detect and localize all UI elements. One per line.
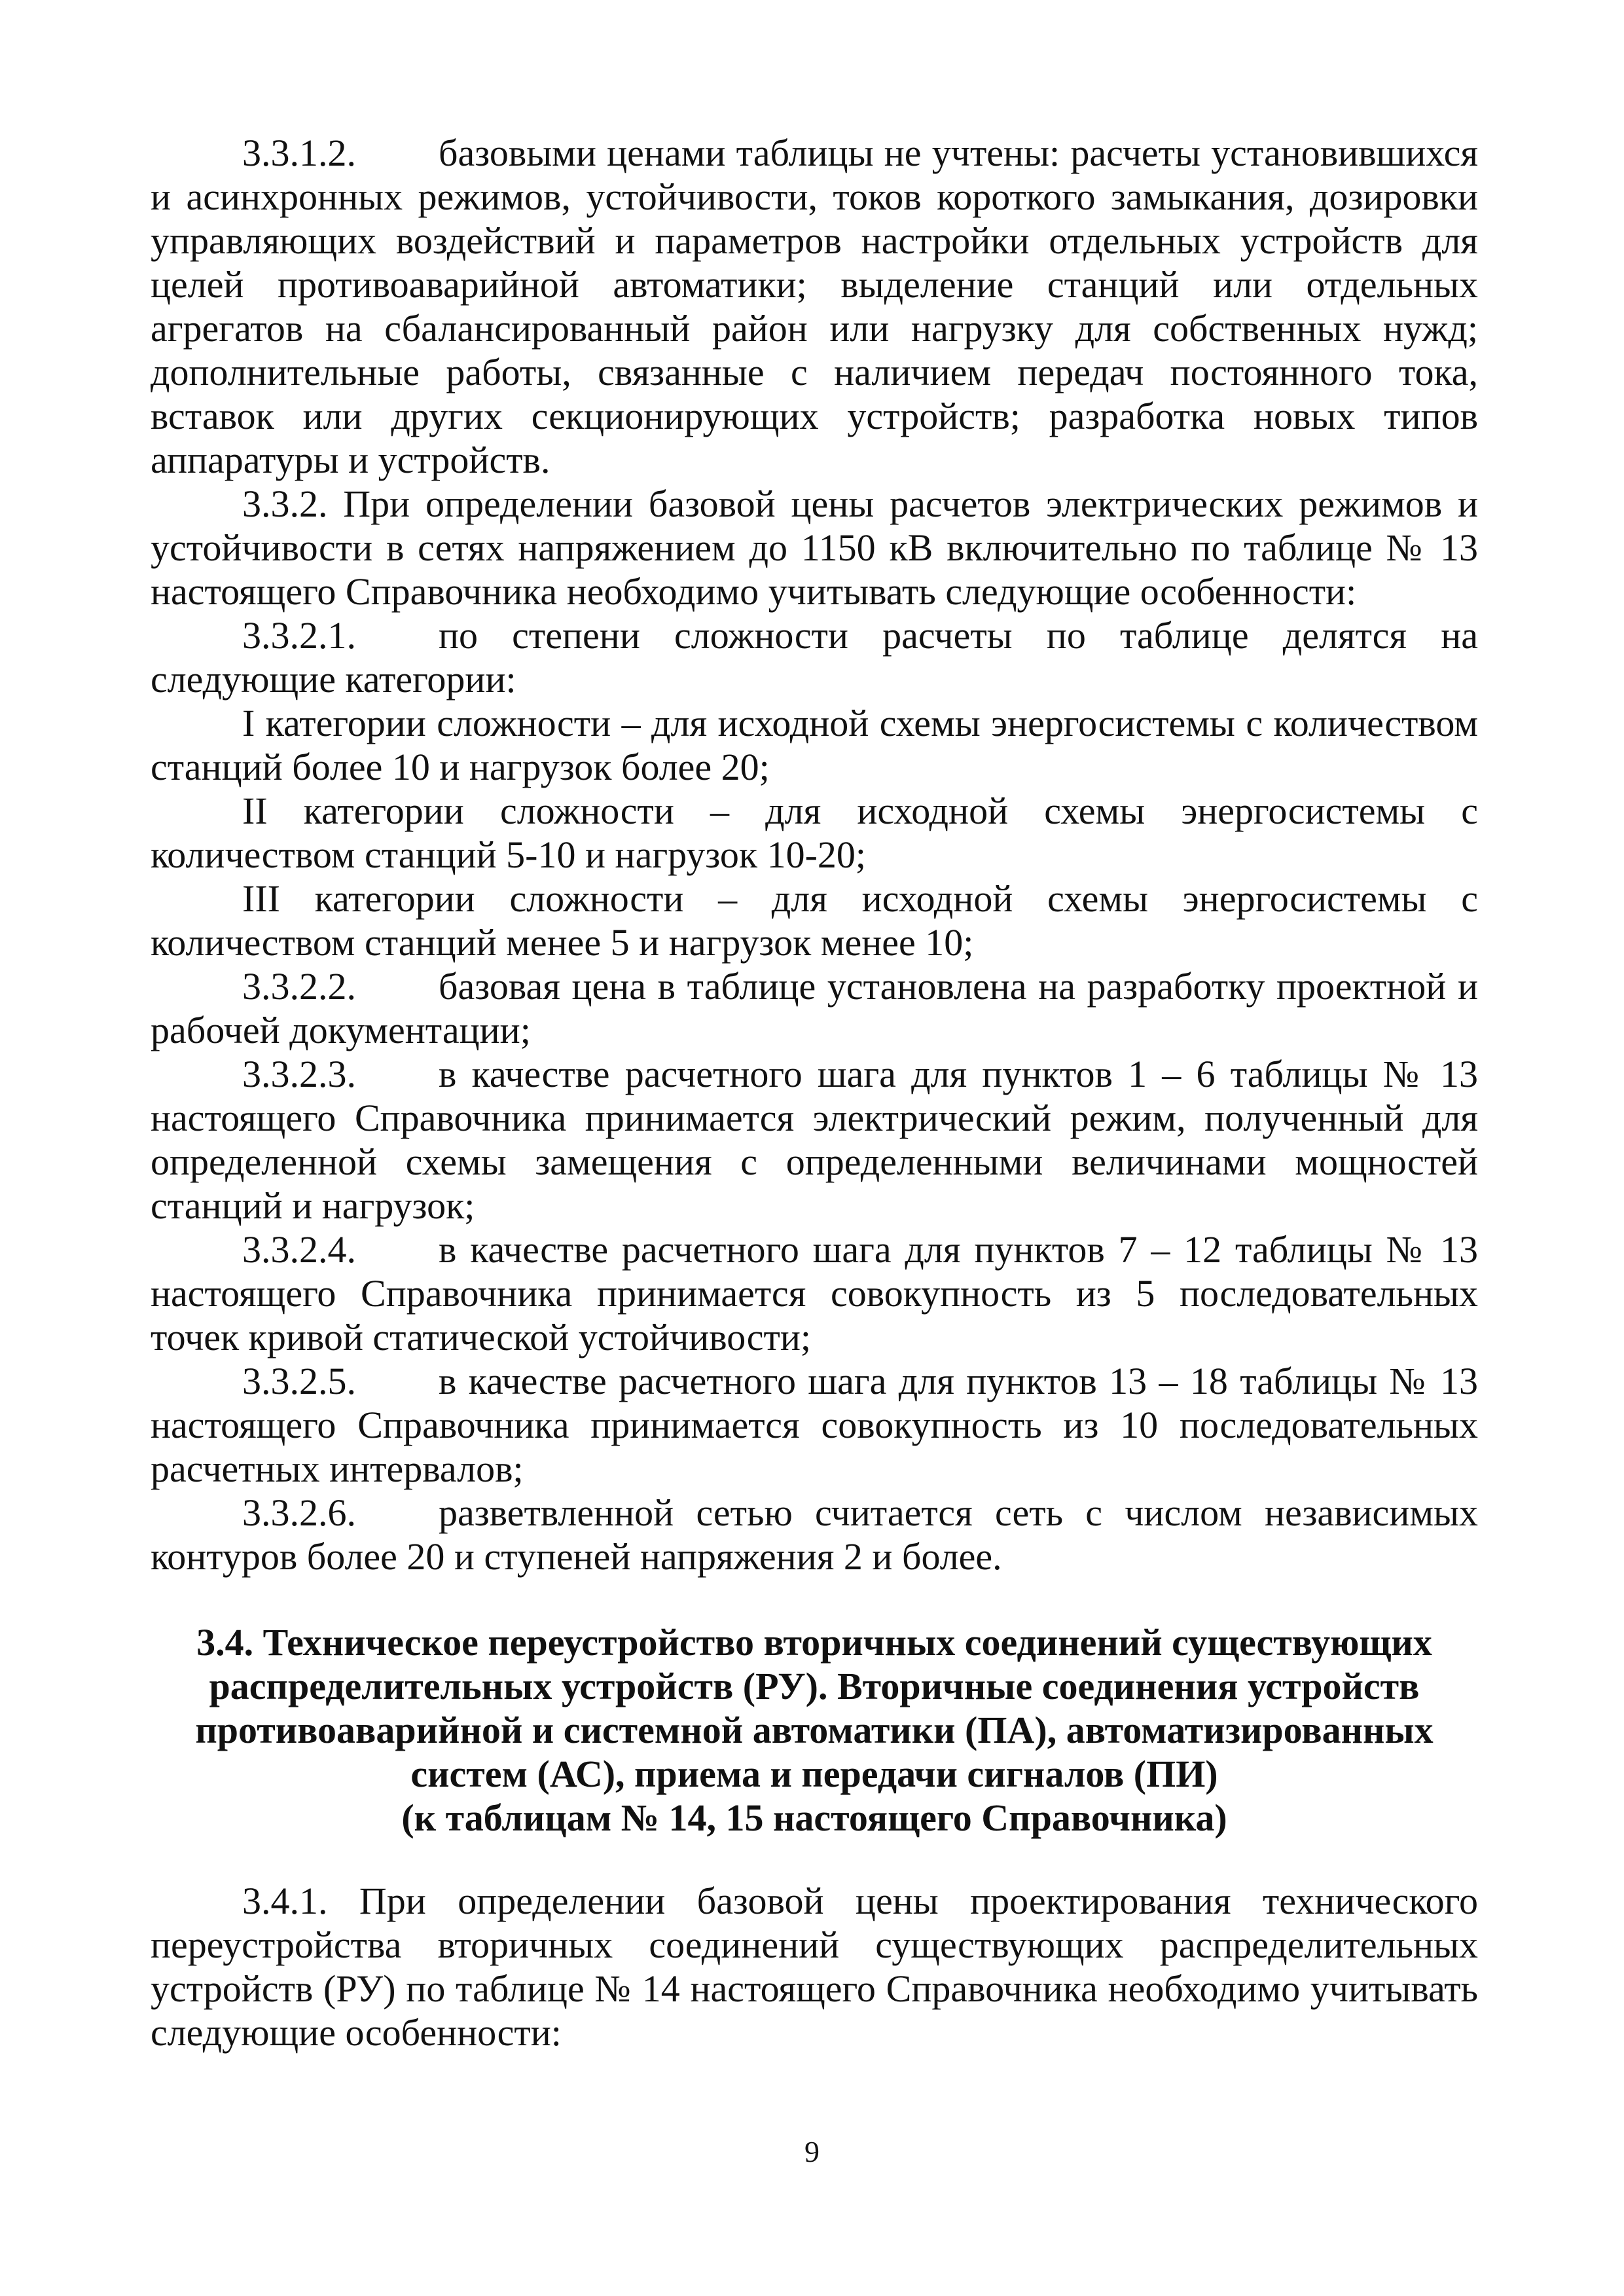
page-number: 9 <box>804 2135 820 2168</box>
paragraph-number: 3.3.2.3. <box>242 1053 356 1095</box>
paragraph-3-3-2-4 <box>151 1228 1478 1359</box>
heading-line: (к таблицам № 14, 15 настоящего Справочника) <box>401 1796 1227 1839</box>
paragraph-3-3-2-1 <box>151 613 1478 701</box>
paragraph-number: 3.3.2.1. <box>242 614 356 657</box>
paragraph-3-3-2-3 <box>151 1052 1478 1228</box>
paragraph-text: базовыми ценами таблицы не учтены: расчеты установившихся и асинхронных режимов, устойчивости, токов короткого замыкания, дозировки управляющих воздействий и параметров настройки отдельных устройств для целей противоаварийной автоматики; выделение станций или отдельных агрегатов на сбалансированный район или нагрузку для собственных нужд; дополнительные работы, связанные с наличием передач постоянного тока, вставок или других секционирующих устройств; разработка новых типов аппаратуры и устройств. <box>151 132 1478 481</box>
paragraph-3-3-2 <box>151 482 1478 613</box>
heading-line: противоаварийной и системной автоматики (ПА), автоматизированных <box>195 1709 1434 1751</box>
paragraph-3-3-2-2 <box>151 964 1478 1052</box>
paragraph-text: 3.3.2. При определении базовой цены расчетов электрических режимов и устойчивости в сетях напряжением до 1150 кВ включительно по таблице № 13 настоящего Справочника необходимо учитывать следующие особенности: <box>151 483 1478 613</box>
paragraph-text: в качестве расчетного шага для пунктов 7 – 12 таблицы № 13 настоящего Справочника принимается совокупность из 5 последовательных точек кривой статической устойчивости; <box>151 1228 1478 1358</box>
paragraph-text: по степени сложности расчеты по таблице делятся на следующие категории: <box>151 614 1478 701</box>
paragraph-text: I категории сложности – для исходной схемы энергосистемы с количеством станций более 10 и нагрузок более 20; <box>151 702 1478 788</box>
paragraph-text: разветвленной сетью считается сеть с числом независимых контуров более 20 и ступеней напряжения 2 и более. <box>151 1491 1478 1578</box>
paragraph-3-3-2-5 <box>151 1359 1478 1491</box>
paragraph-3-3-2-6 <box>151 1491 1478 1578</box>
paragraph-text: в качестве расчетного шага для пунктов 1 – 6 таблицы № 13 настоящего Справочника принимается электрический режим, полученный для определенной схемы замещения с определенными величинами мощностей станций и нагрузок; <box>151 1053 1478 1227</box>
page-content <box>151 131 1478 2054</box>
paragraph-text: 3.4.1. При определении базовой цены проектирования технического переустройства вторичных соединений существующих распределительных устройств (РУ) по таблице № 14 настоящего Справочника необходимо учитывать следующие особенности: <box>151 1880 1478 2054</box>
paragraph-category-3 <box>151 877 1478 964</box>
paragraph-category-1 <box>151 701 1478 789</box>
paragraph-number: 3.3.1.2. <box>242 132 356 174</box>
paragraph-number: 3.3.2.6. <box>242 1491 356 1534</box>
paragraph-text: II категории сложности – для исходной схемы энергосистемы с количеством станций 5-10 и нагрузок 10-20; <box>151 790 1478 876</box>
paragraph-text: базовая цена в таблице установлена на разработку проектной и рабочей документации; <box>151 965 1478 1051</box>
paragraph-category-2 <box>151 789 1478 877</box>
paragraph-number: 3.3.2.4. <box>242 1228 356 1271</box>
paragraph-3-4-1 <box>151 1879 1478 2054</box>
heading-line: 3.4. Техническое переустройство вторичных соединений существующих <box>196 1621 1432 1664</box>
paragraph-text: III категории сложности – для исходной схемы энергосистемы с количеством станций менее 5 и нагрузок менее 10; <box>151 877 1478 964</box>
paragraph-text: в качестве расчетного шага для пунктов 13 – 18 таблицы № 13 настоящего Справочника принимается совокупность из 10 последовательных расчетных интервалов; <box>151 1360 1478 1490</box>
heading-line: систем (АС), приема и передачи сигналов (ПИ) <box>410 1753 1218 1795</box>
paragraph-number: 3.3.2.5. <box>242 1360 356 1402</box>
section-heading-3-4 <box>151 1620 1478 1840</box>
paragraph-3-3-1-2 <box>151 131 1478 482</box>
heading-line: распределительных устройств (РУ). Вторичные соединения устройств <box>209 1665 1420 1707</box>
paragraph-number: 3.3.2.2. <box>242 965 356 1008</box>
